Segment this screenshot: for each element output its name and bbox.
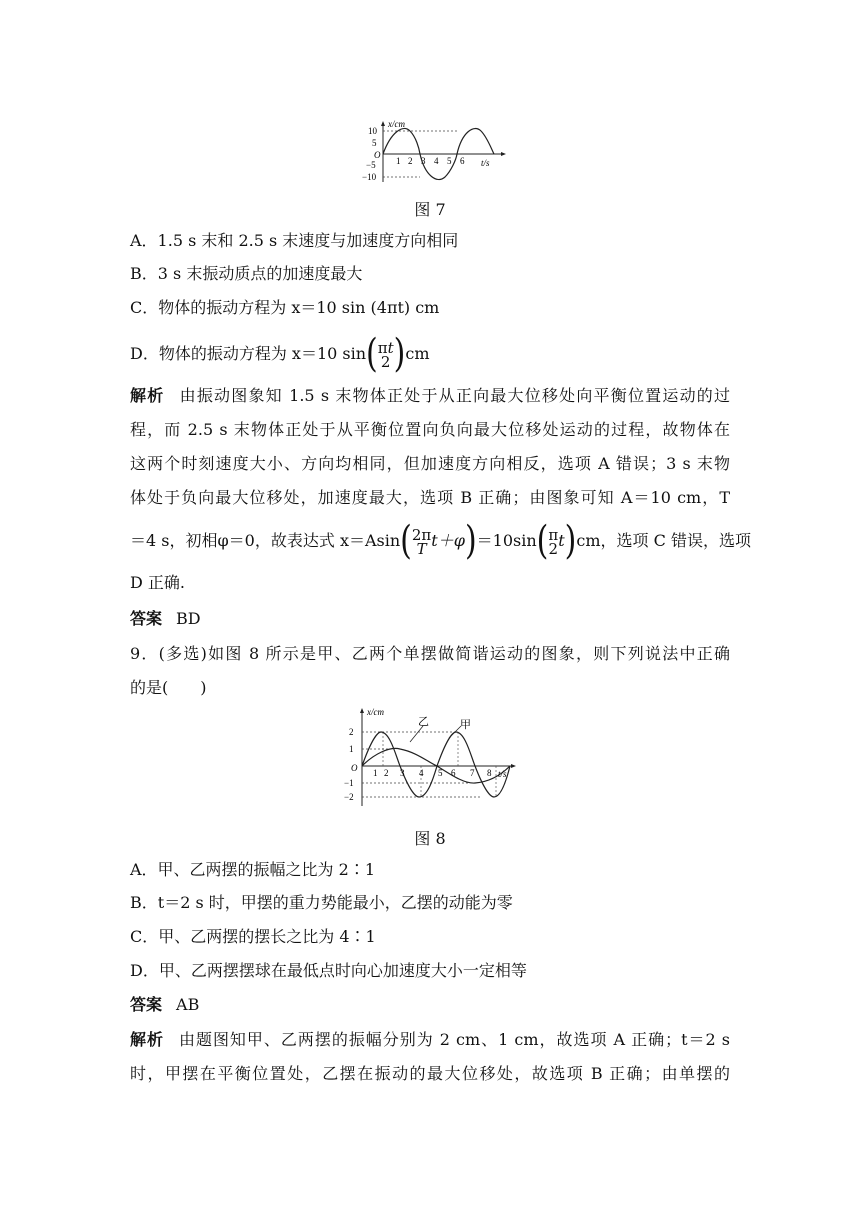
fig7-y-tick: −5: [366, 160, 376, 170]
fraction-denominator: 2: [548, 539, 559, 558]
fig7-y-tick: −10: [362, 172, 377, 182]
bracket-right: ): [393, 331, 406, 377]
q8-option-b: B．3 s 末振动质点的加速度最大: [130, 264, 363, 283]
analysis-text: cm，选项 C 错误，选项: [576, 531, 751, 550]
analysis-text: 由振动图象知 1.5 s 末物体正处于从正向最大位移处向平衡位置运动的过: [178, 386, 730, 405]
fraction-numerator: π: [377, 338, 388, 357]
fig7-x-tick: 3: [421, 156, 426, 166]
fig8-x-tick: 6: [451, 768, 456, 778]
fig7-x-tick: 1: [396, 156, 401, 166]
q8-analysis-line4: 体处于负向最大位移处，加速度最大，选项 B 正确；由图象可知 A＝10 cm，T: [130, 488, 730, 507]
figure-8-caption: 图 8: [414, 829, 446, 848]
q8-analysis-line5: [130, 520, 751, 562]
fig8-x-tick: 8: [487, 768, 492, 778]
q9-option-a: A．甲、乙两摆的振幅之比为 2∶1: [130, 860, 376, 879]
fig7-x-tick: 4: [434, 156, 439, 166]
q8-analysis-line6: D 正确.: [130, 573, 186, 592]
fig7-y-tick: 5: [372, 138, 377, 148]
fig7-origin: O: [374, 150, 381, 160]
q8-option-c: C．物体的振动方程为 x＝10 sin (4πt) cm: [130, 298, 440, 317]
fig8-x-axis-label: t/s: [498, 769, 507, 779]
fraction-variable: t: [387, 338, 394, 357]
fig8-y-tick: −2: [344, 792, 354, 802]
q9-stem-line1: 9．(多选)如图 8 所示是甲、乙两个单摆做简谐运动的图象，则下列说法中正确: [130, 644, 730, 663]
answer-label: 答案: [130, 609, 163, 628]
analysis-text: 由题图知甲、乙两摆的振幅分别为 2 cm、1 cm，故选项 A 正确；t＝2 s: [177, 1030, 730, 1049]
fraction-numerator: 2π: [411, 525, 432, 544]
q9-stem-line2: 的是( ): [130, 678, 207, 697]
q9-analysis-line1: [130, 1029, 730, 1051]
q8-option-d-text: D．物体的振动方程为 x＝10 sin: [130, 344, 367, 363]
q8-option-a: A．1.5 s 末和 2.5 s 末速度与加速度方向相同: [130, 231, 459, 250]
fraction: [548, 525, 559, 558]
analysis-text: t＋φ: [431, 531, 465, 550]
q9-option-b: B．t＝2 s 时，甲摆的重力势能最小，乙摆的动能为零: [130, 893, 513, 912]
fig8-x-tick: 7: [470, 768, 475, 778]
bracket-right: ): [564, 518, 577, 564]
fig7-y-axis-label: x/cm: [388, 119, 405, 129]
q8-option-d-unit: cm: [405, 344, 430, 363]
fig7-x-tick: 6: [460, 156, 465, 166]
fig8-x-tick: 4: [419, 768, 424, 778]
fig8-x-tick: 2: [384, 768, 389, 778]
q9-analysis-line2: 时，甲摆在平衡位置处，乙摆在振动的最大位移处，故选项 B 正确；由单摆的: [130, 1064, 730, 1083]
analysis-label: 解析: [130, 1030, 164, 1049]
fig7-x-tick: 5: [447, 156, 452, 166]
q8-analysis-line1: [130, 385, 730, 407]
figure-7-graph: [355, 118, 515, 190]
analysis-text: ＝10sin: [476, 531, 537, 550]
q8-option-d: [130, 331, 430, 377]
q8-analysis-line2: 程，而 2.5 s 末物体正处于从平衡位置向负向最大位移处运动的过程，故物体在: [130, 420, 730, 439]
q9-option-d: D．甲、乙两摆摆球在最低点时向心加速度大小一定相等: [130, 961, 527, 980]
answer-label: 答案: [130, 995, 163, 1014]
q8-answer: [130, 608, 201, 630]
bracket-left: (: [400, 518, 412, 564]
fig8-y-tick: 1: [349, 744, 354, 754]
bracket-right: ): [464, 518, 477, 564]
fig8-x-tick: 1: [373, 768, 378, 778]
fig8-y-tick: 2: [349, 727, 354, 737]
fig7-x-tick: 2: [408, 156, 413, 166]
fig8-x-tick: 3: [400, 768, 405, 778]
fraction-denominator: 2: [380, 352, 391, 371]
fraction: [411, 525, 432, 558]
q8-analysis-line3: 这两个时刻速度大小、方向均相同，但加速度方向相反，选项 A 错误；3 s 末物: [130, 454, 730, 473]
bracket-left: (: [536, 518, 549, 564]
answer-value: AB: [176, 995, 200, 1014]
fraction-numerator: π: [548, 525, 559, 544]
analysis-text: ＝4 s，初相φ＝0，故表达式 x＝Asin: [130, 531, 401, 550]
fig8-x-tick: 5: [438, 768, 443, 778]
q9-answer: [130, 994, 199, 1016]
figure-8-graph: [330, 704, 530, 812]
fig7-y-tick: 10: [368, 126, 377, 136]
fig8-y-tick: −1: [344, 778, 354, 788]
fig8-y-axis-label: x/cm: [367, 707, 384, 717]
bracket-left: (: [366, 331, 378, 377]
analysis-text: t: [558, 531, 565, 550]
fraction: [377, 338, 394, 371]
fig7-x-axis-label: t/s: [481, 158, 490, 168]
analysis-label: 解析: [130, 386, 165, 405]
figure-7-caption: 图 7: [414, 200, 446, 219]
fig8-series-yi-label: 乙: [418, 716, 429, 728]
q9-option-c: C．甲、乙两摆的摆长之比为 4∶1: [130, 927, 376, 946]
answer-value: BD: [176, 609, 201, 628]
fraction-denominator: T: [416, 539, 427, 558]
fig8-origin: O: [351, 763, 358, 773]
fig8-series-jia-label: 甲: [460, 719, 471, 731]
